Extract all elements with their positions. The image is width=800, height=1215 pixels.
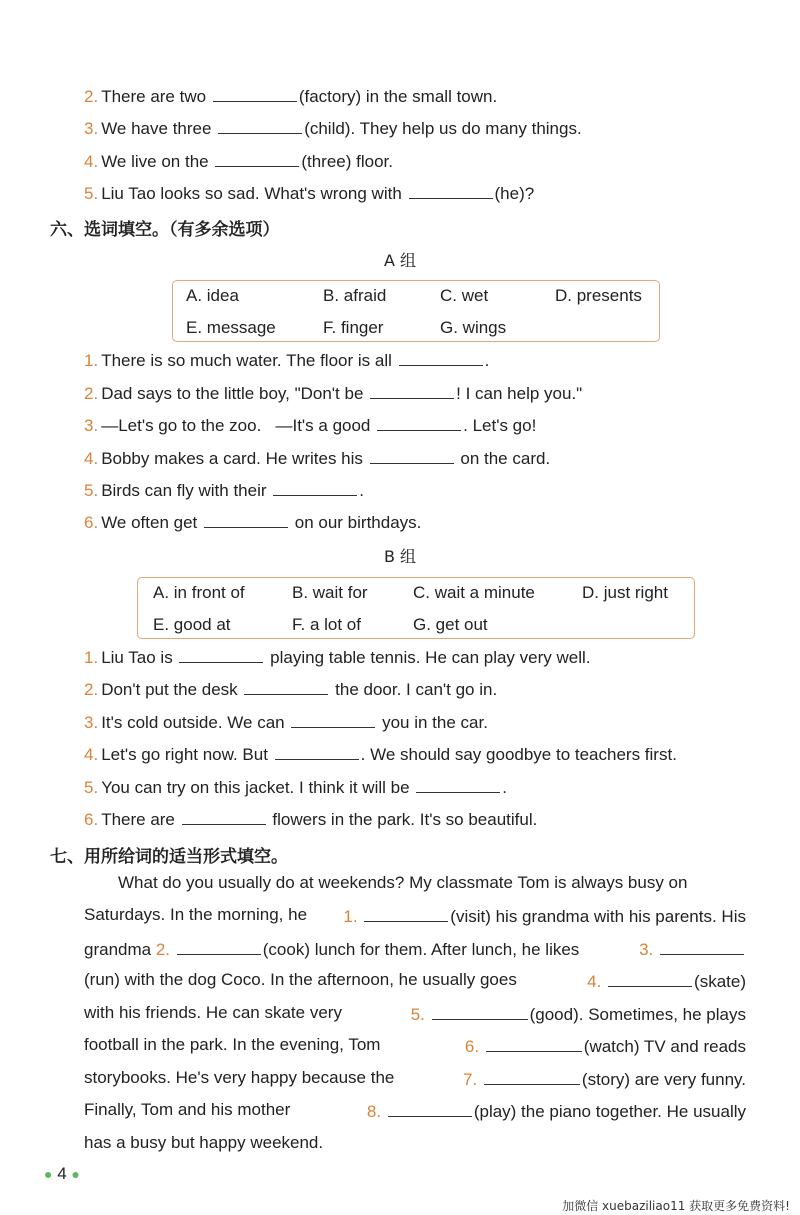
question-text: There are two [101,87,207,106]
blank-number: 3. [639,940,654,959]
answer-blank[interactable] [177,938,261,955]
question-row [84,117,582,140]
question-number: 4. [84,449,99,468]
passage-text: (play) the piano together. He usually [473,1102,746,1121]
option: C. wet [440,286,489,305]
question-text: on our birthdays. [294,513,422,532]
passage-text: grandma [84,940,152,959]
blank-number: 4. [587,972,602,991]
question-text: (child). They help us do many things. [304,119,582,138]
option: E. good at [153,615,231,634]
question-number: 4. [84,745,99,764]
question-row [84,85,497,108]
group-a-options-box [172,280,660,342]
question-row [84,349,489,372]
answer-blank[interactable] [608,970,692,987]
group-b-options-box [137,577,695,639]
question-row [84,479,364,502]
blank-number: 6. [464,1037,480,1056]
question-number: 2. [84,384,99,403]
question-number: 5. [84,184,99,203]
option: A. idea [186,286,239,305]
answer-blank[interactable] [486,1035,582,1052]
question-text: We live on the [101,152,209,171]
question-number: 1. [84,351,99,370]
passage-text: (cook) lunch for them. After lunch, he likes [262,940,580,959]
question-text: We have three [101,119,212,138]
question-text: playing table tennis. He can play very well. [270,648,591,667]
question-number: 3. [84,416,99,435]
answer-blank[interactable] [244,678,328,695]
question-row [84,678,497,701]
passage-text: What do you usually do at weekends? My classmate Tom is always busy on [118,873,688,892]
question-text: you in the car. [382,713,488,732]
page-number-text: 4 [57,1164,67,1183]
passage-line [84,905,746,929]
question-row [84,711,488,734]
answer-blank[interactable] [204,511,288,528]
question-text: . [502,778,508,797]
passage-line [84,873,746,897]
answer-blank[interactable] [484,1068,580,1085]
passage-text: (watch) TV and reads [583,1037,746,1056]
question-row [84,382,582,405]
question-text: We often get [101,513,198,532]
answer-blank[interactable] [213,85,297,102]
question-text: There are [101,810,175,829]
blank-number: 7. [463,1070,478,1089]
dot-icon: ● [44,1166,53,1182]
group-b-title: B 组 [383,547,417,566]
question-text: You can try on this jacket. I think it will be [101,778,410,797]
question-row [84,743,677,766]
passage-line [84,1003,746,1027]
question-row [84,182,534,205]
question-text: Don't put the desk [101,680,238,699]
question-text: . Let's go! [463,416,537,435]
option: D. just right [582,583,668,602]
question-number: 3. [84,713,99,732]
question-text: Bobby makes a card. He writes his [101,449,363,468]
question-text: (factory) in the small town. [298,87,498,106]
question-row [84,447,550,470]
answer-blank[interactable] [370,382,454,399]
answer-blank[interactable] [416,776,500,793]
option: B. wait for [292,583,368,602]
passage-text: (run) with the dog Coco. In the afternoon, he usually goes [84,970,517,989]
question-text: . [359,481,364,500]
option: C. wait a minute [413,583,535,602]
answer-blank[interactable] [660,938,744,955]
passage-line [84,938,746,962]
question-row [84,511,421,534]
question-number: 5. [84,481,99,500]
question-text: flowers in the park. It's so beautiful. [272,810,538,829]
question-text: (he)? [494,184,535,203]
option: F. a lot of [292,615,361,634]
option: G. wings [440,318,507,337]
question-text: —Let's go to the zoo. —It's a good [101,416,371,435]
question-number: 5. [84,778,99,797]
answer-blank[interactable] [182,808,266,825]
answer-blank[interactable] [388,1100,472,1117]
blank-number: 5. [410,1005,425,1024]
option: A. in front of [153,583,245,602]
watermark: 加微信 xuebaziliao11 获取更多免费资料! [562,1199,790,1213]
passage-text: has a busy but happy weekend. [84,1133,324,1152]
question-number: 1. [84,648,99,667]
passage-text: (visit) his grandma with his parents. His [450,907,746,926]
blank-number: 8. [366,1102,382,1121]
passage-line [84,1100,746,1124]
question-row [84,414,536,437]
question-text: (three) floor. [301,152,393,171]
question-text: There is so much water. The floor is all [101,351,392,370]
blank-number: 1. [343,907,358,926]
question-text: Dad says to the little boy, "Don't be [101,384,364,403]
answer-blank[interactable] [215,150,299,167]
question-text: Liu Tao looks so sad. What's wrong with [101,184,402,203]
question-number: 6. [84,810,99,829]
option: E. message [186,318,276,337]
option: G. get out [413,615,488,634]
passage-line [84,970,746,994]
answer-blank[interactable] [432,1003,528,1020]
answer-blank[interactable] [218,117,302,134]
passage-text: (skate) [694,972,746,991]
question-row [84,776,507,799]
answer-blank[interactable] [409,182,493,199]
passage-text: football in the park. In the evening, Tom [84,1035,381,1054]
option: F. finger [323,318,384,337]
question-text: It's cold outside. We can [101,713,285,732]
passage-line [84,1133,746,1157]
question-text: ! I can help you." [456,384,583,403]
passage-text: storybooks. He's very happy because the [84,1068,395,1087]
question-text: Birds can fly with their [101,481,267,500]
question-number: 4. [84,152,99,171]
answer-blank[interactable] [364,905,448,922]
passage-text: (good). Sometimes, he plays [529,1005,746,1024]
question-row [84,646,591,669]
question-text: Let's go right now. But [101,745,268,764]
passage-text: (story) are very funny. [581,1070,746,1089]
option: B. afraid [323,286,387,305]
option: D. presents [555,286,642,305]
question-number: 6. [84,513,99,532]
passage-line [84,1068,746,1092]
question-text: Liu Tao is [101,648,173,667]
passage-text: Saturdays. In the morning, he [84,905,308,924]
passage-text: with his friends. He can skate very [84,1003,342,1022]
answer-blank[interactable] [291,711,375,728]
answer-blank[interactable] [179,646,263,663]
question-text: . We should say goodbye to teachers first. [360,745,677,764]
question-number: 2. [84,680,99,699]
answer-blank[interactable] [377,414,461,431]
question-text: the door. I can't go in. [335,680,498,699]
question-row [84,808,537,831]
answer-blank[interactable] [399,349,483,366]
group-a-title: A 组 [383,251,417,270]
dot-icon: ● [71,1166,80,1182]
blank-number: 2. [155,940,171,959]
question-number: 3. [84,119,99,138]
answer-blank[interactable] [275,743,359,760]
section-title: 六、选词填空。（有多余选项） [50,220,280,240]
question-number: 2. [84,87,99,106]
passage-line [84,1035,746,1059]
question-text: . [484,351,490,370]
answer-blank[interactable] [370,447,454,464]
section-title: 七、用所给词的适当形式填空。 [50,847,288,867]
page-number [44,1164,80,1184]
question-text: on the card. [460,449,551,468]
answer-blank[interactable] [273,479,357,496]
question-row [84,150,393,173]
passage-text: Finally, Tom and his mother [84,1100,291,1119]
